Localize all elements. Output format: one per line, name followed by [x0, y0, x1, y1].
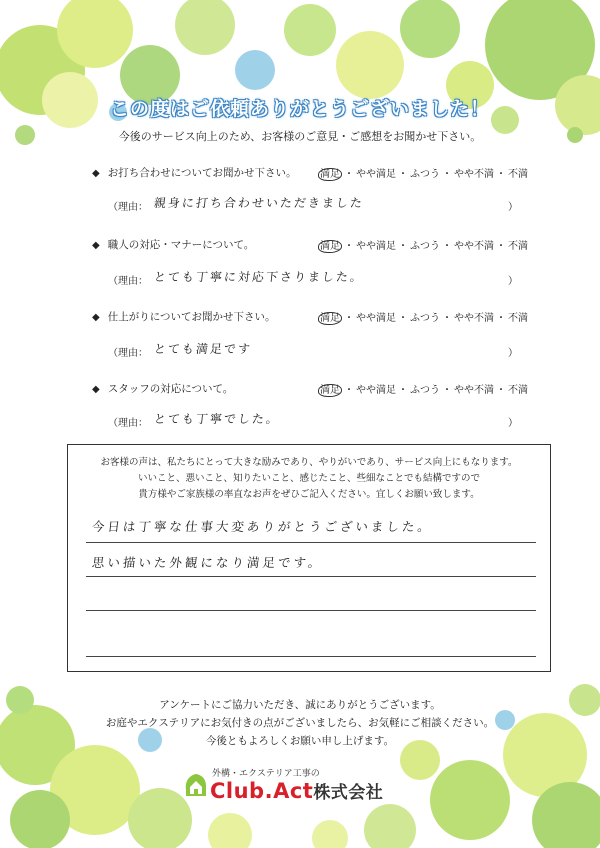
rating-option-selected[interactable]: 満足 — [320, 385, 340, 396]
writing-line — [86, 576, 536, 577]
bubble — [336, 31, 404, 99]
reason-handwritten[interactable]: とても丁寧に対応下さりました。 — [153, 270, 365, 284]
rating-option[interactable]: やや満足 — [356, 241, 396, 252]
rating-option[interactable]: やや不満 — [454, 385, 494, 396]
company-brand: Club.Act — [210, 779, 314, 803]
rating-scale: 満足 ・ やや満足 ・ ふつう ・ やや不満 ・ 不満 — [320, 385, 528, 396]
bubble — [312, 820, 348, 848]
closing-line: アンケートにご協力いただき、誠にありがとうございます。 — [159, 699, 441, 711]
reason-label: （理由： — [108, 202, 148, 213]
company-tagline: 外構・エクステリア工事の — [212, 769, 320, 779]
comments-box — [67, 444, 551, 672]
rating-option[interactable]: やや満足 — [356, 385, 396, 396]
question-1 — [92, 165, 528, 181]
reason-label: （理由： — [108, 276, 148, 287]
bubble — [284, 4, 336, 56]
question-text: ◆ 仕上がりについてお聞かせ下さい。 — [92, 309, 276, 324]
writing-line — [86, 656, 536, 657]
reason-row-3 — [108, 340, 518, 360]
comments-intro — [68, 455, 550, 503]
comment-handwritten-line[interactable]: 今日は丁寧な仕事大変ありがとうございました。 — [91, 519, 434, 534]
rating-option[interactable]: 不満 — [508, 385, 528, 396]
question-text: ◆ スタッフの対応について。 — [92, 381, 233, 396]
rating-option[interactable]: ふつう — [410, 169, 440, 180]
bubble — [175, 0, 235, 55]
rating-option-selected[interactable]: 満足 — [320, 169, 340, 180]
rating-scale: 満足 ・ やや満足 ・ ふつう ・ やや不満 ・ 不満 — [320, 313, 528, 324]
question-3 — [92, 309, 528, 325]
bubble — [400, 0, 460, 58]
rating-option[interactable]: ふつう — [410, 385, 440, 396]
bubble — [208, 813, 252, 848]
reason-close: ） — [508, 348, 518, 359]
rating-option[interactable]: やや満足 — [356, 169, 396, 180]
question-2 — [92, 237, 528, 253]
bubble — [430, 760, 510, 840]
rating-option[interactable]: 不満 — [508, 169, 528, 180]
rating-option[interactable]: 不満 — [508, 313, 528, 324]
house-leaf-icon — [184, 772, 208, 798]
company-suffix: 株式会社 — [313, 783, 384, 803]
rating-option[interactable]: ふつう — [410, 241, 440, 252]
bubble — [10, 790, 70, 848]
page-title: この度はご依頼ありがとうございました！ — [109, 98, 490, 120]
rating-option[interactable]: やや不満 — [454, 169, 494, 180]
rating-option-selected[interactable]: 満足 — [320, 241, 340, 252]
company-name — [210, 778, 383, 803]
page-subtitle: 今後のサービス向上のため、お客様のご意見・ご感想をお聞かせ下さい。 — [118, 130, 482, 143]
bubble — [364, 804, 416, 848]
question-4 — [92, 381, 528, 397]
reason-handwritten[interactable]: とても満足です — [153, 342, 253, 356]
reason-handwritten[interactable]: とても丁寧でした。 — [153, 412, 281, 426]
writing-line — [86, 542, 536, 543]
closing-line: お庭やエクステリアにお気付きの点がございましたら、お気軽にご相談ください。 — [105, 717, 495, 729]
reason-label: （理由： — [108, 418, 148, 429]
reason-label: （理由： — [108, 348, 148, 359]
rating-option[interactable]: 不満 — [508, 241, 528, 252]
comments-intro-line: 貴方様やご家族様の率直なお声をぜひご記入ください。宜しくお願い致します。 — [138, 489, 480, 500]
bubble — [235, 50, 275, 90]
rating-option[interactable]: ふつう — [410, 313, 440, 324]
question-text: ◆ お打ち合わせについてお聞かせ下さい。 — [92, 165, 297, 180]
closing-line: 今後ともよろしくお願い申し上げます。 — [205, 735, 395, 747]
comments-intro-line: お客様の声は、私たちにとって大きな励みであり、やりがいであり、サービス向上にもなります。 — [100, 457, 518, 468]
comment-handwritten-line[interactable]: 思い描いた外観になり満足です。 — [91, 555, 325, 570]
rating-option[interactable]: やや不満 — [454, 241, 494, 252]
reason-close: ） — [508, 276, 518, 287]
question-text: ◆ 職人の対応・マナーについて。 — [92, 237, 254, 252]
reason-row-4 — [108, 410, 518, 430]
company-logo — [184, 768, 414, 804]
reason-row-2 — [108, 268, 518, 288]
closing-message — [0, 696, 600, 750]
rating-option[interactable]: やや満足 — [356, 313, 396, 324]
rating-scale: 満足 ・ やや満足 ・ ふつう ・ やや不満 ・ 不満 — [320, 169, 528, 180]
writing-line — [86, 610, 536, 611]
reason-row-1 — [108, 194, 518, 214]
reason-close: ） — [508, 418, 518, 429]
rating-option[interactable]: やや不満 — [454, 313, 494, 324]
reason-close: ） — [508, 202, 518, 213]
rating-option-selected[interactable]: 満足 — [320, 313, 340, 324]
reason-handwritten[interactable]: 親身に打ち合わせいただきました — [153, 196, 365, 210]
comments-intro-line: いいこと、悪いこと、知りたいこと、感じたこと、些細なことでも結構ですので — [137, 473, 480, 484]
rating-scale: 満足 ・ やや満足 ・ ふつう ・ やや不満 ・ 不満 — [320, 241, 528, 252]
